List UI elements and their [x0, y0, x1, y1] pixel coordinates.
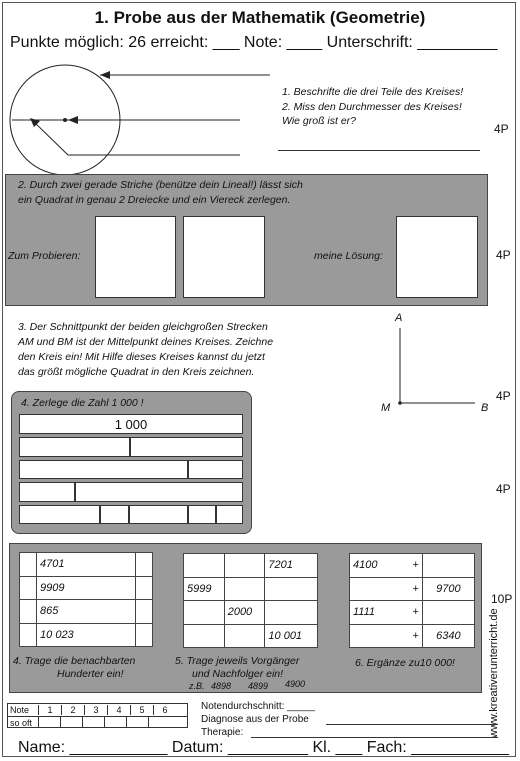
- table-cell[interactable]: [350, 577, 401, 601]
- task1-line2: 2. Miss den Durchmesser des Kreises!: [282, 101, 462, 113]
- grade-value: 3: [84, 705, 107, 715]
- watermark: www.kreativerunterricht.de: [488, 608, 500, 738]
- points-line: Punkte möglich: 26 erreicht: ___ Note: ____ Unterschrift: _________: [10, 34, 498, 51]
- grade-value: 5: [130, 705, 153, 715]
- count-cell[interactable]: [38, 717, 60, 728]
- task5-caption-a1: 4. Trage die benachbarten: [13, 655, 136, 667]
- example-value-2: 4899: [248, 681, 269, 691]
- grade-value: 4: [107, 705, 130, 715]
- table-cell[interactable]: [224, 554, 265, 578]
- table-cell[interactable]: [224, 577, 265, 601]
- page-title: 1. Probe aus der Mathematik (Geometrie): [94, 8, 426, 27]
- table-cell[interactable]: [135, 576, 152, 600]
- circle-figure: [0, 55, 300, 175]
- split-cell[interactable]: [216, 505, 243, 524]
- average-label: Notendurchschnitt: _____: [201, 701, 315, 712]
- table-cell[interactable]: [422, 601, 474, 625]
- table-row: [20, 576, 153, 600]
- count-cell[interactable]: [126, 717, 148, 728]
- count-cell[interactable]: [148, 717, 170, 728]
- table-row: [350, 554, 475, 578]
- answer-line[interactable]: [278, 150, 480, 151]
- task5-caption-a2: Hunderter ein!: [57, 668, 124, 680]
- table-row: [184, 554, 318, 578]
- table-row: [20, 553, 153, 577]
- split-cell[interactable]: [100, 505, 129, 524]
- table-cell: 2000: [224, 601, 265, 625]
- table-row: [20, 623, 153, 647]
- grade-box: [7, 703, 188, 728]
- task3-line3: den Kreis ein! Mit Hilfe dieses Kreises kannst du jetzt: [18, 351, 265, 363]
- split-cell[interactable]: [188, 505, 216, 524]
- task3-points: 4P: [496, 389, 511, 403]
- task4-heading: 4. Zerlege die Zahl 1 000 !: [21, 397, 144, 409]
- table-cell: 10 001: [265, 624, 318, 648]
- table-cell: +: [401, 601, 422, 625]
- diagnosis-line[interactable]: [326, 724, 498, 725]
- therapy-line[interactable]: [251, 737, 498, 738]
- table-row: [350, 577, 475, 601]
- count-row-label: so oft: [10, 717, 33, 728]
- table-cell[interactable]: [265, 577, 318, 601]
- complement-table: [349, 553, 475, 648]
- number-cell: 1 000: [19, 414, 243, 434]
- table-cell: 9700: [422, 577, 474, 601]
- task5-caption-c: 6. Ergänze zu10 000!: [355, 657, 455, 669]
- table-row: [184, 601, 318, 625]
- therapy-label: Therapie:: [201, 727, 244, 738]
- table-cell: 4701: [37, 553, 136, 577]
- table-cell[interactable]: [20, 553, 37, 577]
- grade-row-label: Note: [10, 705, 30, 715]
- table-row: [350, 601, 475, 625]
- table-cell[interactable]: [20, 600, 37, 624]
- task1-line1: 1. Beschrifte die drei Teile des Kreises!: [282, 86, 464, 98]
- point-m-label: M: [381, 402, 391, 414]
- point-a-label: A: [395, 312, 403, 324]
- task2-points: 4P: [496, 248, 511, 262]
- split-cell[interactable]: [75, 482, 243, 502]
- try-label: Zum Probieren:: [8, 250, 81, 262]
- table-cell: 6340: [422, 624, 474, 648]
- try-square-2[interactable]: [183, 216, 265, 298]
- table-cell: 865: [37, 600, 136, 624]
- table-cell: +: [401, 577, 422, 601]
- task3-line1: 3. Der Schnittpunkt der beiden gleichgroßen Strecken: [18, 321, 268, 333]
- task5-caption-b1: 5. Trage jeweils Vorgänger: [175, 655, 300, 667]
- solution-square[interactable]: [396, 216, 478, 298]
- table-cell: +: [401, 624, 422, 648]
- task2-line1: 2. Durch zwei gerade Striche (benütze dein Lineal!) lässt sich: [18, 179, 303, 191]
- table-cell: 7201: [265, 554, 318, 578]
- table-cell[interactable]: [224, 624, 265, 648]
- hundreds-table: [19, 552, 153, 647]
- example-value-3: 4900: [285, 679, 306, 689]
- task4-points: 4P: [496, 482, 511, 496]
- table-cell[interactable]: [184, 554, 225, 578]
- split-cell[interactable]: [19, 437, 130, 457]
- table-cell[interactable]: [135, 600, 152, 624]
- task1-line3: Wie groß ist er?: [282, 115, 357, 127]
- task2-line2: ein Quadrat in genau 2 Dreiecke und ein Viereck zerlegen.: [18, 194, 291, 206]
- diagnosis-label: Diagnose aus der Probe: [201, 714, 309, 725]
- task5-caption-b2: und Nachfolger ein!: [192, 668, 284, 680]
- table-cell[interactable]: [265, 601, 318, 625]
- table-row: [20, 600, 153, 624]
- table-cell[interactable]: [422, 554, 474, 578]
- count-cell[interactable]: [60, 717, 82, 728]
- split-cell[interactable]: [129, 505, 188, 524]
- try-square-1[interactable]: [95, 216, 176, 298]
- table-row: [184, 577, 318, 601]
- predecessor-table: [183, 553, 318, 648]
- task1-points: 4P: [494, 122, 509, 136]
- table-cell: 5999: [184, 577, 225, 601]
- task5-points: 10P: [491, 592, 513, 606]
- table-cell: +: [401, 554, 422, 578]
- angle-figure: [385, 320, 485, 420]
- split-cell[interactable]: [19, 505, 100, 524]
- table-cell[interactable]: [184, 624, 225, 648]
- grade-value: 6: [153, 705, 176, 715]
- table-cell[interactable]: [20, 576, 37, 600]
- grade-row: [8, 704, 187, 717]
- example-value-1: 4898: [211, 681, 232, 691]
- table-row: [184, 624, 318, 648]
- count-row: [8, 717, 187, 728]
- table-cell[interactable]: [135, 623, 152, 647]
- split-cell[interactable]: [19, 482, 75, 502]
- split-cell[interactable]: [19, 460, 188, 479]
- count-cell[interactable]: [104, 717, 126, 728]
- table-cell[interactable]: [135, 553, 152, 577]
- grade-value: 2: [61, 705, 84, 715]
- table-cell[interactable]: [20, 623, 37, 647]
- point-b-label: B: [481, 402, 489, 414]
- table-cell: 10 023: [37, 623, 136, 647]
- table-row: [350, 624, 475, 648]
- table-cell: 4100: [350, 554, 401, 578]
- task3-line4: das größt mögliche Quadrat in den Kreis zeichnen.: [18, 366, 255, 378]
- solution-label: meine Lösung:: [314, 250, 383, 262]
- split-cell[interactable]: [130, 437, 243, 457]
- grade-value: 1: [38, 705, 61, 715]
- task3-line2: AM und BM ist der Mittelpunkt deines Kreises. Zeichne: [18, 336, 274, 348]
- example-prefix: z.B.: [189, 681, 205, 691]
- signature-line: Name: ___________ Datum: _________ Kl. ___ Fach: ___________: [18, 739, 510, 756]
- table-cell: 1111: [350, 601, 401, 625]
- table-cell[interactable]: [350, 624, 401, 648]
- table-cell: 9909: [37, 576, 136, 600]
- table-cell[interactable]: [184, 601, 225, 625]
- count-cell[interactable]: [82, 717, 104, 728]
- split-cell[interactable]: [188, 460, 243, 479]
